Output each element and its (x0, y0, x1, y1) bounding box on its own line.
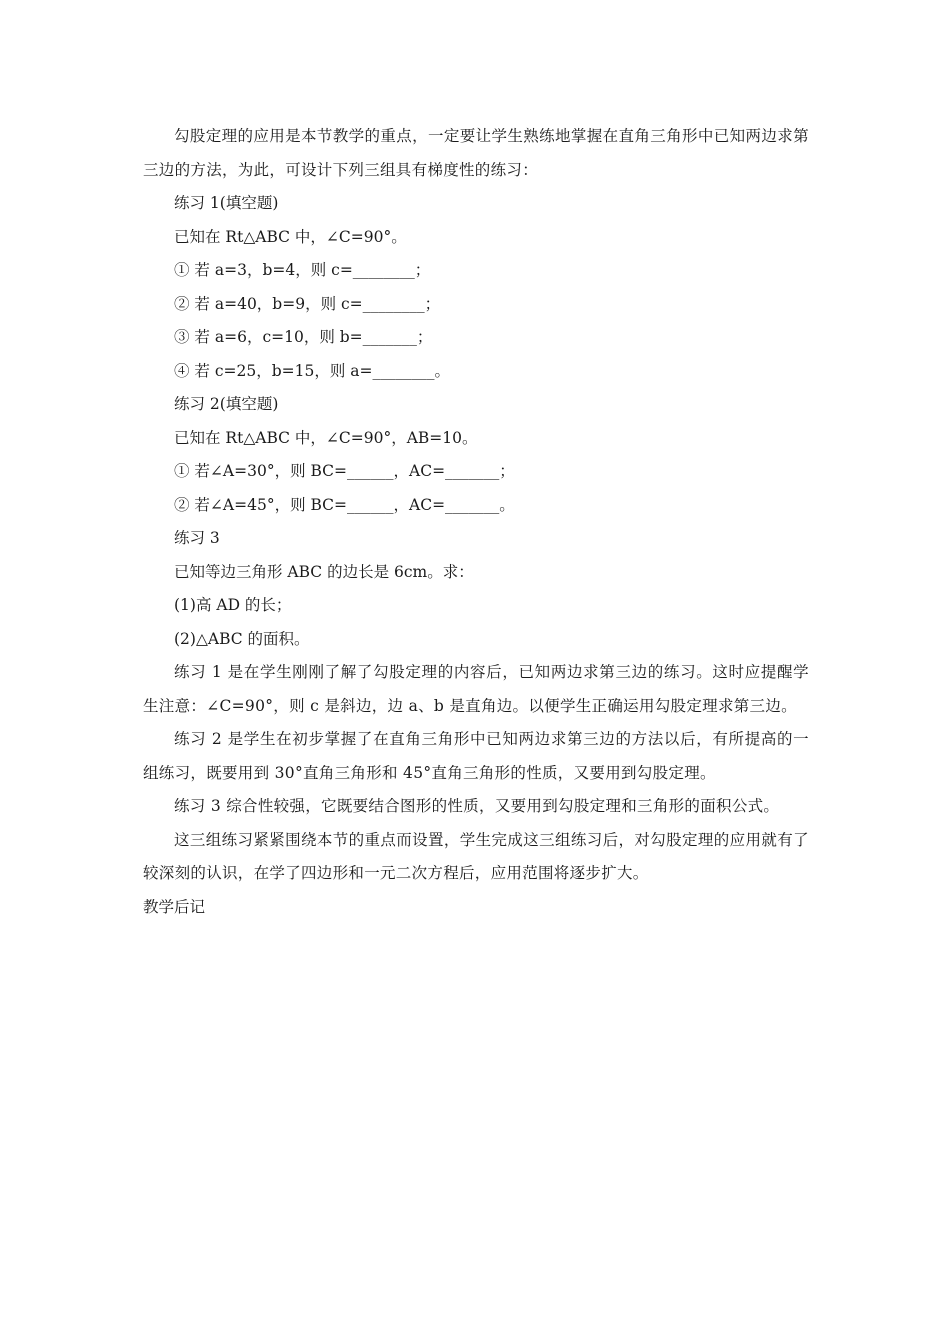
exercise2-item: ② 若∠A=45°，则 BC=______，AC=_______。 (174, 495, 515, 514)
analysis-paragraph: 这三组练习紧紧围绕本节的重点而设置，学生完成这三组练习后，对勾股定理的应用就有了较深刻的认识，在学了四边形和一元二次方程后，应用范围将逐步扩大。 (143, 830, 809, 882)
exercise3-stem: 已知等边三角形 ABC 的边长是 6cm。求： (174, 562, 474, 581)
exercise1-title: 练习 1(填空题) (174, 194, 279, 212)
exercise1-item: ① 若 a=3，b=4，则 c=________； (174, 261, 431, 279)
analysis-paragraph: 练习 3 综合性较强，它既要结合图形的性质，又要用到勾股定理和三角形的面积公式。 (174, 797, 780, 815)
exercise1-item: ④ 若 c=25，b=15，则 a=________。 (174, 361, 451, 380)
intro-paragraph: 勾股定理的应用是本节教学的重点，一定要让学生熟练地掌握在直角三角形中已知两边求第三边的方法，为此，可设计下列三组具有梯度性的练习： (143, 127, 809, 179)
exercise2-title: 练习 2(填空题) (174, 395, 279, 413)
exercise3-item: (1)高 AD 的长； (174, 596, 292, 614)
exercise3-item: (2)△ABC 的面积。 (174, 629, 310, 648)
analysis-paragraph: 练习 2 是学生在初步掌握了在直角三角形中已知两边求第三边的方法以后，有所提高的一组练习，既要用到 30°直角三角形和 45°直角三角形的性质，又要用到勾股定理。 (143, 730, 809, 782)
exercise1-item: ③ 若 a=6，c=10，则 b=_______； (174, 328, 433, 346)
exercise2-item: ① 若∠A=30°，则 BC=______，AC=_______； (174, 462, 515, 480)
analysis-paragraph: 练习 1 是在学生刚刚了解了勾股定理的内容后，已知两边求第三边的练习。这时应提醒学生注意：∠C=90°，则 c 是斜边，边 a、b 是直角边。以便学生正确运用勾股定理求第三边。 (143, 663, 809, 715)
footer-heading: 教学后记 (143, 897, 206, 916)
exercise1-item: ② 若 a=40，b=9，则 c=________； (174, 294, 441, 313)
exercise1-stem: 已知在 Rt△ABC 中，∠C=90°。 (174, 227, 407, 246)
exercise3-title: 练习 3 (174, 529, 220, 547)
document-body (143, 120, 809, 924)
exercise2-stem: 已知在 Rt△ABC 中，∠C=90°，AB=10。 (174, 428, 478, 447)
